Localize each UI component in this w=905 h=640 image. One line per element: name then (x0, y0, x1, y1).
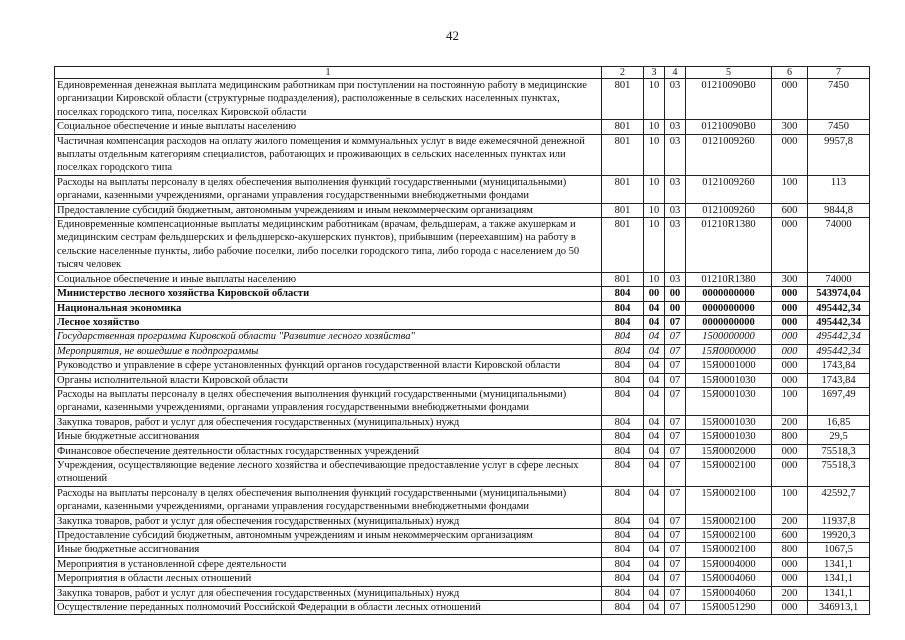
expense-type-code: 000 (772, 572, 808, 586)
subsection-code: 03 (665, 134, 686, 175)
amount: 74000 (808, 272, 870, 286)
admin-code: 804 (602, 557, 644, 571)
section-code: 04 (644, 373, 665, 387)
row-name: Руководство и управление в сфере установленных функций органов государственной власти Кировской области (55, 359, 602, 373)
row-name: Закупка товаров, работ и услуг для обеспечения государственных (муниципальных) нужд (55, 415, 602, 429)
amount: 1341,1 (808, 557, 870, 571)
amount: 346913,1 (808, 601, 870, 615)
target-article-code: 15Я0002000 (686, 444, 772, 458)
table-row (55, 79, 870, 120)
amount: 42592,7 (808, 486, 870, 514)
subsection-code: 07 (665, 586, 686, 600)
subsection-code: 07 (665, 572, 686, 586)
subsection-code: 07 (665, 543, 686, 557)
section-code: 04 (644, 387, 665, 415)
expense-type-code: 000 (772, 330, 808, 344)
row-name: Расходы на выплаты персоналу в целях обеспечения выполнения функций государственными (муниципальными) органами, казенными учреждениями, органами управления государственными внебюджетными фондами (55, 387, 602, 415)
column-header: 5 (686, 67, 772, 79)
expense-type-code: 300 (772, 120, 808, 134)
target-article-code: 15Я0001030 (686, 387, 772, 415)
target-article-code: 15Я0002100 (686, 458, 772, 486)
expense-type-code: 000 (772, 444, 808, 458)
row-name: Расходы на выплаты персоналу в целях обеспечения выполнения функций государственными (муниципальными) органами, казенными учреждениями, органами управления государственными внебюджетными фондами (55, 175, 602, 203)
column-header: 1 (55, 67, 602, 79)
section-code: 10 (644, 79, 665, 120)
target-article-code: 15Я0001030 (686, 373, 772, 387)
subsection-code: 07 (665, 430, 686, 444)
expense-type-code: 000 (772, 601, 808, 615)
table-row (55, 415, 870, 429)
section-code: 10 (644, 203, 665, 217)
subsection-code: 07 (665, 486, 686, 514)
row-name: Мероприятия в установленной сфере деятельности (55, 557, 602, 571)
table-body (55, 67, 870, 615)
subsection-code: 03 (665, 120, 686, 134)
table-row (55, 301, 870, 315)
row-name: Лесное хозяйство (55, 315, 602, 329)
table-row (55, 586, 870, 600)
row-name: Единовременная денежная выплата медицинским работникам при поступлении на постоянную работу в медицинские организации Кировской области (структурные подразделения), расположенные в сельских населенных пунктах, поселках городского типа, поселках Кировской области (55, 79, 602, 120)
row-name: Национальная экономика (55, 301, 602, 315)
target-article-code: 0121009260 (686, 203, 772, 217)
section-code: 04 (644, 344, 665, 358)
amount: 495442,34 (808, 315, 870, 329)
admin-code: 804 (602, 330, 644, 344)
amount: 7450 (808, 120, 870, 134)
subsection-code: 03 (665, 79, 686, 120)
target-article-code: 01210R1380 (686, 218, 772, 273)
table-row (55, 557, 870, 571)
admin-code: 801 (602, 218, 644, 273)
target-article-code: 0000000000 (686, 315, 772, 329)
amount: 74000 (808, 218, 870, 273)
expense-type-code: 000 (772, 373, 808, 387)
row-name: Социальное обеспечение и иные выплаты населению (55, 272, 602, 286)
target-article-code: 15Я0001000 (686, 359, 772, 373)
admin-code: 804 (602, 359, 644, 373)
row-name: Расходы на выплаты персоналу в целях обеспечения выполнения функций государственными (муниципальными) органами, казенными учреждениями, органами управления государственными внебюджетными фондами (55, 486, 602, 514)
section-code: 04 (644, 458, 665, 486)
target-article-code: 0000000000 (686, 301, 772, 315)
column-header: 6 (772, 67, 808, 79)
target-article-code: 15Я0051290 (686, 601, 772, 615)
target-article-code: 15Я0002100 (686, 486, 772, 514)
admin-code: 804 (602, 458, 644, 486)
amount: 1341,1 (808, 572, 870, 586)
row-name: Предоставление субсидий бюджетным, автономным учреждениям и иным некоммерческим организациям (55, 529, 602, 543)
expense-type-code: 000 (772, 301, 808, 315)
row-name: Мероприятия в области лесных отношений (55, 572, 602, 586)
section-code: 10 (644, 218, 665, 273)
expense-type-code: 100 (772, 486, 808, 514)
section-code: 04 (644, 529, 665, 543)
section-code: 04 (644, 444, 665, 458)
subsection-code: 07 (665, 444, 686, 458)
table-row (55, 601, 870, 615)
admin-code: 801 (602, 79, 644, 120)
admin-code: 804 (602, 301, 644, 315)
admin-code: 804 (602, 430, 644, 444)
amount: 11937,8 (808, 514, 870, 528)
subsection-code: 03 (665, 203, 686, 217)
table-row (55, 330, 870, 344)
subsection-code: 07 (665, 330, 686, 344)
expense-type-code: 000 (772, 557, 808, 571)
admin-code: 804 (602, 586, 644, 600)
expense-type-code: 800 (772, 430, 808, 444)
subsection-code: 03 (665, 175, 686, 203)
expense-type-code: 800 (772, 543, 808, 557)
table-row (55, 444, 870, 458)
expense-type-code: 600 (772, 529, 808, 543)
section-code: 10 (644, 175, 665, 203)
amount: 495442,34 (808, 344, 870, 358)
target-article-code: 15Я0002100 (686, 529, 772, 543)
section-code: 04 (644, 572, 665, 586)
expense-type-code: 200 (772, 415, 808, 429)
amount: 1697,49 (808, 387, 870, 415)
amount: 75518,3 (808, 458, 870, 486)
expense-type-code: 000 (772, 315, 808, 329)
column-header: 7 (808, 67, 870, 79)
target-article-code: 0000000000 (686, 287, 772, 301)
subsection-code: 07 (665, 387, 686, 415)
table-row (55, 359, 870, 373)
expense-type-code: 100 (772, 387, 808, 415)
row-name: Учреждения, осуществляющие ведение лесного хозяйства и обеспечивающие предоставление услуг в сфере лесных отношений (55, 458, 602, 486)
admin-code: 804 (602, 486, 644, 514)
admin-code: 804 (602, 572, 644, 586)
row-name: Частичная компенсация расходов на оплату жилого помещения и коммунальных услуг в виде ежемесячной денежной выплаты отдельным категориям специалистов, работающих и проживающих в сельских населенных пунктах или поселках городского типа (55, 134, 602, 175)
admin-code: 804 (602, 287, 644, 301)
row-name: Финансовое обеспечение деятельности областных государственных учреждений (55, 444, 602, 458)
section-code: 04 (644, 557, 665, 571)
subsection-code: 03 (665, 272, 686, 286)
admin-code: 804 (602, 543, 644, 557)
target-article-code: 01210R1380 (686, 272, 772, 286)
amount: 19920,3 (808, 529, 870, 543)
section-code: 04 (644, 543, 665, 557)
admin-code: 804 (602, 415, 644, 429)
subsection-code: 07 (665, 601, 686, 615)
amount: 1341,1 (808, 586, 870, 600)
subsection-code: 07 (665, 373, 686, 387)
amount: 543974,04 (808, 287, 870, 301)
admin-code: 801 (602, 120, 644, 134)
table-row (55, 543, 870, 557)
admin-code: 804 (602, 315, 644, 329)
column-header: 4 (665, 67, 686, 79)
target-article-code: 15Я0000000 (686, 344, 772, 358)
table-row (55, 344, 870, 358)
table-row (55, 387, 870, 415)
admin-code: 804 (602, 601, 644, 615)
expense-type-code: 000 (772, 458, 808, 486)
subsection-code: 07 (665, 458, 686, 486)
expense-type-code: 200 (772, 586, 808, 600)
table-row (55, 430, 870, 444)
admin-code: 804 (602, 529, 644, 543)
table-row (55, 315, 870, 329)
target-article-code: 15Я0001030 (686, 430, 772, 444)
amount: 1067,5 (808, 543, 870, 557)
admin-code: 804 (602, 514, 644, 528)
section-code: 04 (644, 514, 665, 528)
subsection-code: 07 (665, 514, 686, 528)
target-article-code: 15Я0004000 (686, 557, 772, 571)
section-code: 04 (644, 415, 665, 429)
admin-code: 801 (602, 134, 644, 175)
section-code: 04 (644, 601, 665, 615)
row-name: Закупка товаров, работ и услуг для обеспечения государственных (муниципальных) нужд (55, 586, 602, 600)
admin-code: 801 (602, 175, 644, 203)
expense-type-code: 600 (772, 203, 808, 217)
table-row (55, 287, 870, 301)
section-code: 04 (644, 359, 665, 373)
section-code: 04 (644, 486, 665, 514)
table-row (55, 514, 870, 528)
target-article-code: 0121009260 (686, 134, 772, 175)
section-code: 04 (644, 330, 665, 344)
expense-type-code: 000 (772, 359, 808, 373)
subsection-code: 07 (665, 315, 686, 329)
expense-type-code: 200 (772, 514, 808, 528)
amount: 9957,8 (808, 134, 870, 175)
table-header-row (55, 67, 870, 79)
target-article-code: 15Я0002100 (686, 543, 772, 557)
section-code: 10 (644, 134, 665, 175)
table-row (55, 529, 870, 543)
column-header: 3 (644, 67, 665, 79)
section-code: 04 (644, 301, 665, 315)
expense-type-code: 100 (772, 175, 808, 203)
target-article-code: 15Я0001030 (686, 415, 772, 429)
amount: 7450 (808, 79, 870, 120)
section-code: 04 (644, 315, 665, 329)
subsection-code: 00 (665, 301, 686, 315)
section-code: 10 (644, 272, 665, 286)
amount: 1743,84 (808, 373, 870, 387)
subsection-code: 07 (665, 529, 686, 543)
section-code: 00 (644, 287, 665, 301)
table-row (55, 272, 870, 286)
admin-code: 804 (602, 373, 644, 387)
table-row (55, 175, 870, 203)
table-row (55, 373, 870, 387)
budget-table (54, 66, 870, 615)
admin-code: 801 (602, 203, 644, 217)
section-code: 10 (644, 120, 665, 134)
subsection-code: 07 (665, 359, 686, 373)
row-name: Социальное обеспечение и иные выплаты населению (55, 120, 602, 134)
amount: 113 (808, 175, 870, 203)
target-article-code: 15Я0004060 (686, 586, 772, 600)
expense-type-code: 000 (772, 287, 808, 301)
target-article-code: 1500000000 (686, 330, 772, 344)
table-row (55, 134, 870, 175)
amount: 16,85 (808, 415, 870, 429)
table-row (55, 458, 870, 486)
row-name: Государственная программа Кировской области "Развитие лесного хозяйства" (55, 330, 602, 344)
subsection-code: 03 (665, 218, 686, 273)
subsection-code: 07 (665, 557, 686, 571)
amount: 75518,3 (808, 444, 870, 458)
row-name: Органы исполнительной власти Кировской области (55, 373, 602, 387)
table-row (55, 572, 870, 586)
row-name: Иные бюджетные ассигнования (55, 543, 602, 557)
target-article-code: 15Я0004060 (686, 572, 772, 586)
subsection-code: 07 (665, 344, 686, 358)
table-row (55, 203, 870, 217)
section-code: 04 (644, 430, 665, 444)
expense-type-code: 000 (772, 344, 808, 358)
amount: 29,5 (808, 430, 870, 444)
admin-code: 801 (602, 272, 644, 286)
row-name: Осуществление переданных полномочий Российской Федерации в области лесных отношений (55, 601, 602, 615)
target-article-code: 0121009260 (686, 175, 772, 203)
admin-code: 804 (602, 344, 644, 358)
admin-code: 804 (602, 444, 644, 458)
row-name: Единовременные компенсационные выплаты медицинским работникам (врачам, фельдшерам, а также акушеркам и медицинским сестрам фельдшерских и фельдшерско-акушерских пунктов), прибывшим (переехавшим) на работу в сельские населенные пункты, либо рабочие поселки, либо поселки городского типа, либо города с населением до 50 тысяч человек (55, 218, 602, 273)
row-name: Министерство лесного хозяйства Кировской области (55, 287, 602, 301)
amount: 1743,84 (808, 359, 870, 373)
expense-type-code: 000 (772, 79, 808, 120)
expense-type-code: 300 (772, 272, 808, 286)
section-code: 04 (644, 586, 665, 600)
column-header: 2 (602, 67, 644, 79)
page-number: 42 (446, 28, 459, 43)
amount: 9844,8 (808, 203, 870, 217)
target-article-code: 01210090B0 (686, 120, 772, 134)
amount: 495442,34 (808, 301, 870, 315)
amount: 495442,34 (808, 330, 870, 344)
subsection-code: 00 (665, 287, 686, 301)
admin-code: 804 (602, 387, 644, 415)
row-name: Закупка товаров, работ и услуг для обеспечения государственных (муниципальных) нужд (55, 514, 602, 528)
table-row (55, 218, 870, 273)
row-name: Предоставление субсидий бюджетным, автономным учреждениям и иным некоммерческим организациям (55, 203, 602, 217)
row-name: Иные бюджетные ассигнования (55, 430, 602, 444)
table-row (55, 486, 870, 514)
target-article-code: 01210090B0 (686, 79, 772, 120)
row-name: Мероприятия, не вошедшие в подпрограммы (55, 344, 602, 358)
expense-type-code: 000 (772, 218, 808, 273)
subsection-code: 07 (665, 415, 686, 429)
table-row (55, 120, 870, 134)
expense-type-code: 000 (772, 134, 808, 175)
target-article-code: 15Я0002100 (686, 514, 772, 528)
